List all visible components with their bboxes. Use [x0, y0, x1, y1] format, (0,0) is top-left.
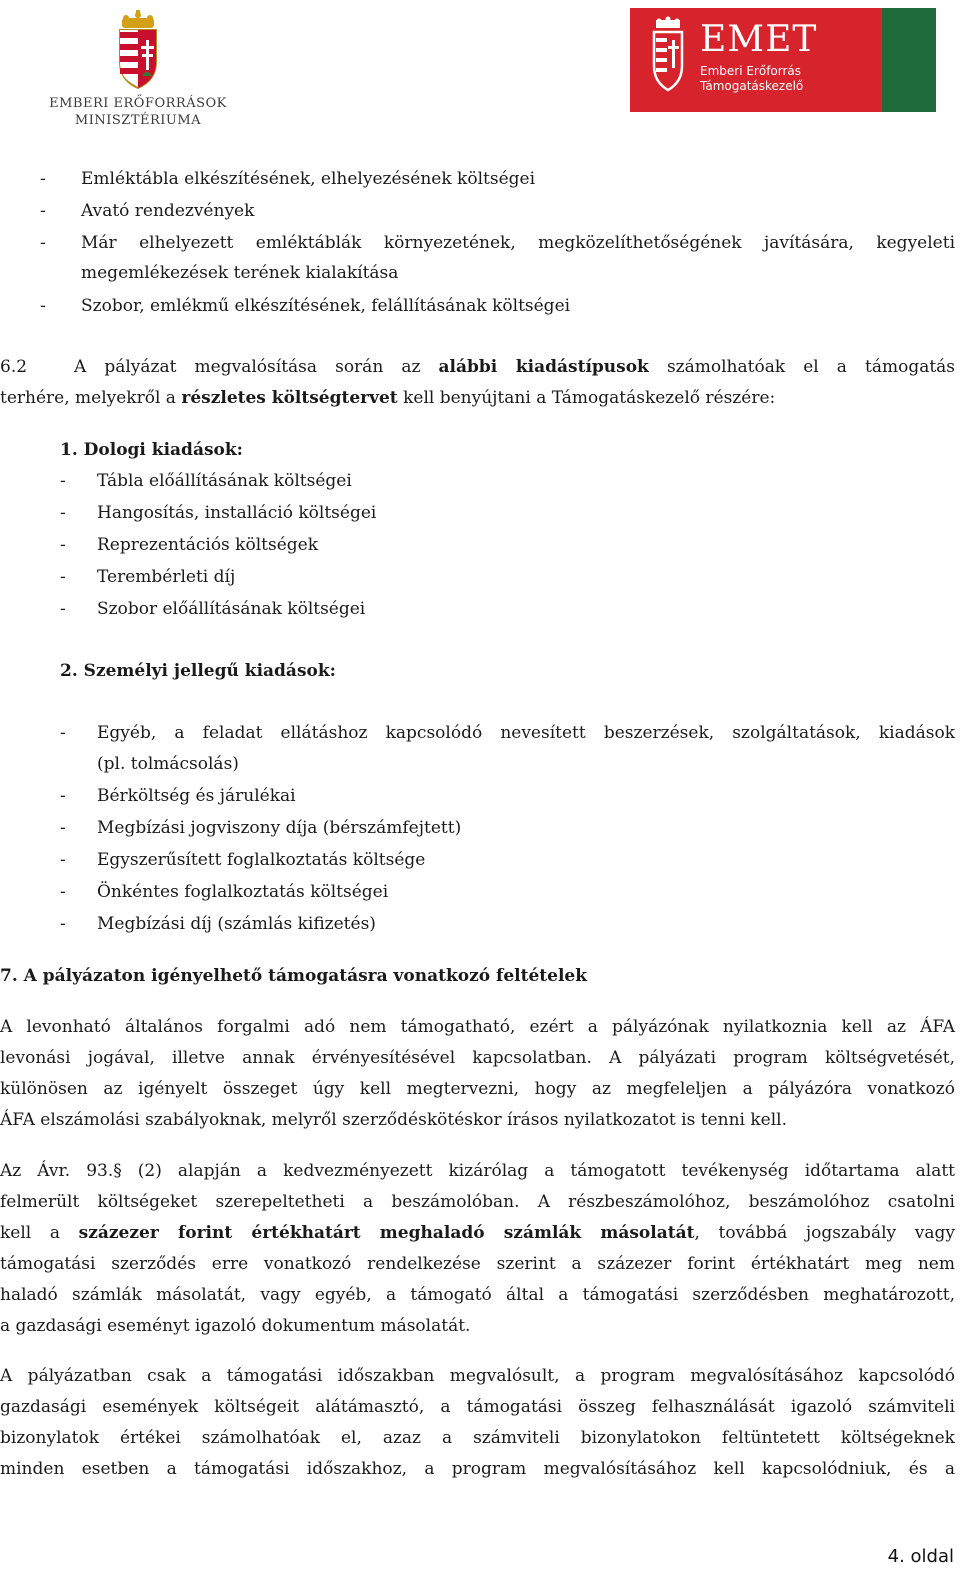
list-item: Önkéntes foglalkoztatás költségei: [97, 882, 389, 902]
bullet-dash: -: [60, 850, 66, 870]
text-run: kell a: [0, 1223, 61, 1243]
paragraph-line: a gazdasági eseményt igazoló dokumentum másolatát.: [0, 1316, 471, 1336]
bold-text-run: részletes költségtervet: [181, 388, 398, 408]
paragraph-line: bizonylatok értékei számolhatóak el, azaz a számviteli bizonylatokon feltüntetett költségeknek: [0, 1428, 955, 1448]
bullet-dash: -: [60, 599, 66, 619]
bullet-dash: -: [40, 296, 46, 316]
dologi-heading: 1. Dologi kiadások:: [60, 440, 243, 460]
paragraph-line: ÁFA elszámolási szabályoknak, melyről szerződéskötéskor írásos nyilatkozatot is tenni kell.: [0, 1110, 787, 1130]
paragraph-line: Az Ávr. 93.§ (2) alapján a kedvezményezett kizárólag a támogatott tevékenység időtartama alatt: [0, 1161, 955, 1181]
emet-logo-sub1: Emberi Erőforrás: [700, 64, 802, 78]
list-item: Egyszerűsített foglalkoztatás költsége: [97, 850, 426, 870]
text-run: A pályázat megvalósítása során az: [74, 357, 421, 377]
bullet-dash: -: [60, 471, 66, 491]
text-run: számolhatóak el a támogatás: [666, 357, 956, 377]
list-item: Megbízási jogviszony díja (bérszámfejtett): [97, 818, 462, 838]
paragraph-line: minden esetben a támogatási időszakhoz, a program megvalósításához kell kapcsolódniuk, és a: [0, 1459, 955, 1479]
bullet-dash: -: [60, 567, 66, 587]
paragraph-line: A pályázatban csak a támogatási időszakban megvalósult, a program megvalósításához kapcsolódó: [0, 1366, 955, 1386]
list-item: Terembérleti díj: [97, 567, 236, 587]
list-item: Szobor, emlékmű elkészítésének, felállításának költségei: [81, 296, 571, 316]
paragraph-line: haladó számlák másolatát, vagy egyéb, a támogató által a támogatási szerződésben meghatározott,: [0, 1285, 955, 1305]
paragraph-line: támogatási szerződés erre vonatkozó rendelkezése szerint a százezer forint értékhatárt meg nem: [0, 1254, 955, 1274]
bullet-dash: -: [60, 882, 66, 902]
ministry-name-line1: EMBERI ERŐFORRÁSOK: [49, 96, 227, 111]
page-number: 4. oldal: [887, 1546, 954, 1567]
szemelyi-heading: 2. Személyi jellegű kiadások:: [60, 661, 336, 681]
bullet-dash: -: [60, 786, 66, 806]
text-run: terhére, melyekről a: [0, 388, 176, 408]
section-6-2-line2: [0, 387, 775, 409]
bullet-dash: -: [60, 723, 66, 743]
list-item: Szobor előállításának költségei: [97, 599, 366, 619]
paragraph-line: [0, 1222, 955, 1244]
paragraph-line: gazdasági események költségeit alátámasztó, a támogatási összeg felhasználását igazoló számviteli: [0, 1397, 955, 1417]
paragraph-line: különösen az igényelt összeget úgy kell megtervezni, hogy az megfeleljen a pályázóra vonatkozó: [0, 1079, 955, 1099]
bullet-dash: -: [40, 169, 46, 189]
bullet-dash: -: [40, 201, 46, 221]
emet-logo-red-block: [630, 8, 882, 112]
paragraph-line: felmerült költségeket szerepeltetheti a beszámolóban. A részbeszámolóhoz, beszámolóhoz csatolni: [0, 1192, 955, 1212]
paragraph-line: levonási jogával, illetve annak érvényesítésével kapcsolatban. A pályázati program költségvetését,: [0, 1048, 955, 1068]
list-item: Reprezentációs költségek: [97, 535, 319, 555]
list-item-continuation: (pl. tolmácsolás): [97, 754, 239, 774]
emet-logo-green-block: [882, 8, 936, 112]
coat-of-arms-icon: [48, 10, 228, 96]
ministry-logo: [48, 10, 228, 130]
list-item: Tábla előállításának költségei: [97, 471, 352, 491]
bold-text-run: százezer forint értékhatárt meghaladó számlák másolatát: [78, 1223, 695, 1243]
list-item-continuation: megemlékezések terének kialakítása: [81, 263, 399, 283]
bullet-dash: -: [60, 535, 66, 555]
list-item: Bérköltség és járulékai: [97, 786, 296, 806]
list-item: Egyéb, a feladat ellátáshoz kapcsolódó nevesített beszerzések, szolgáltatások, kiadások: [97, 723, 955, 743]
section-number: 6.2: [0, 357, 28, 377]
list-item: Hangosítás, installáció költségei: [97, 503, 377, 523]
bold-text-run: alábbi kiadástípusok: [438, 357, 649, 377]
bullet-dash: -: [60, 914, 66, 934]
list-item: Megbízási díj (számlás kifizetés): [97, 914, 376, 934]
list-item: Avató rendezvények: [81, 201, 255, 221]
text-run: kell benyújtani a Támogatáskezelő részére:: [403, 388, 776, 408]
bullet-dash: -: [40, 233, 46, 253]
text-run: , továbbá jogszabály vagy: [694, 1223, 955, 1243]
emet-logo-title: EMET: [700, 19, 818, 60]
emet-logo: [630, 8, 936, 112]
ministry-name-line2: MINISZTÉRIUMA: [74, 113, 202, 128]
paragraph-line: A levonható általános forgalmi adó nem támogatható, ezért a pályázónak nyilatkoznia kell az ÁFA: [0, 1017, 955, 1037]
bullet-dash: -: [60, 503, 66, 523]
section-7-heading: 7. A pályázaton igényelhető támogatásra vonatkozó feltételek: [0, 966, 587, 986]
section-6-2-line1: [74, 356, 955, 378]
emet-emblem-icon: [638, 16, 698, 106]
list-item: Emléktábla elkészítésének, elhelyezésének költségei: [81, 169, 536, 189]
list-item: Már elhelyezett emléktáblák környezetének, megközelíthetőségének javítására, kegyeleti: [81, 233, 955, 253]
bullet-dash: -: [60, 818, 66, 838]
emet-logo-sub2: Támogatáskezelő: [700, 79, 804, 93]
